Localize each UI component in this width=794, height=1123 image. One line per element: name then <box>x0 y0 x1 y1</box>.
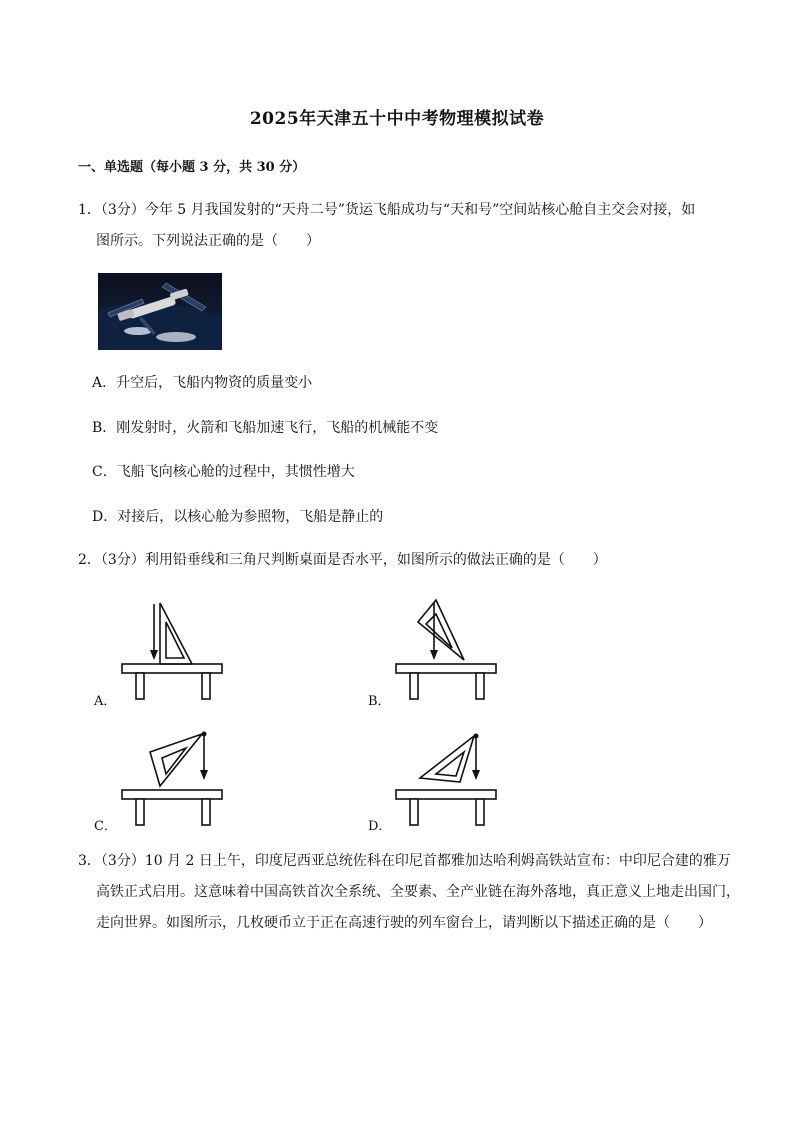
figure-a <box>116 598 230 704</box>
q3-stem-line1: 3．（3分）10 月 2 日上午，印度尼西亚总统佐科在印尼首都雅加达哈利姆高铁站宣布：中印尼合建的雅万 <box>78 853 731 869</box>
q3-stem-line3: 走向世界。如图所示，几枚硬币立于正在高速行驶的列车窗台上，请判断以下描述正确的是（ ） <box>96 915 712 931</box>
q1-option-a: A．升空后，飞船内物资的质量变小 <box>92 375 313 391</box>
figure-b <box>390 594 504 704</box>
q1-option-d: D．对接后，以核心舱为参照物，飞船是静止的 <box>92 509 384 525</box>
figure-c <box>116 726 230 830</box>
q3-stem-line2: 高铁正式启用。这意味着中国高铁首次全系统、全要素、全产业链在海外落地，真正意义上地走出国门， <box>96 884 740 900</box>
page-title: 2025年天津五十中中考物理模拟试卷 <box>249 109 545 129</box>
q1-option-c: C．飞船飞向核心舱的过程中，其惯性增大 <box>92 464 355 480</box>
q1-stem-line1: 1．（3分）今年 5 月我国发射的“天舟二号”货运飞船成功与“天和号”空间站核心舱自主交会对接，如 <box>78 202 696 218</box>
q1-option-b: B．刚发射时，火箭和飞船加速飞行，飞船的机械能不变 <box>92 420 439 436</box>
q1-stem-line2: 图所示。下列说法正确的是（ ） <box>96 233 320 249</box>
q2-label-d: D． <box>368 819 392 834</box>
space-station-photo <box>98 273 222 350</box>
q2-label-b: B． <box>368 694 391 709</box>
figure-d <box>390 726 504 830</box>
q2-label-c: C． <box>94 819 117 834</box>
q2-stem-line1: 2．（3分）利用铅垂线和三角尺判断桌面是否水平，如图所示的做法正确的是（ ） <box>78 552 607 568</box>
section-heading: 一、单选题（每小题 3 分，共 30 分） <box>78 160 306 175</box>
q2-label-a: A． <box>94 694 117 709</box>
